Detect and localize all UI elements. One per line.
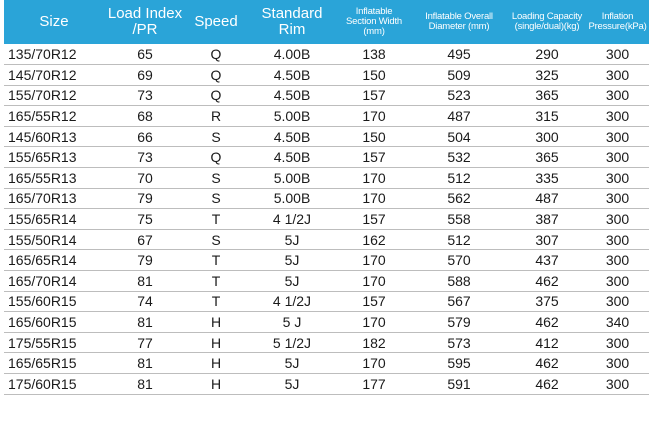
- cell-speed: S: [186, 188, 246, 209]
- cell-diameter: 562: [410, 188, 508, 209]
- cell-pressure: 300: [586, 250, 649, 271]
- cell-rim: 5 J: [246, 312, 338, 333]
- table-row: [4, 147, 649, 168]
- cell-speed: H: [186, 353, 246, 374]
- cell-pressure: 340: [586, 312, 649, 333]
- table-row: [4, 188, 649, 209]
- cell-speed: Q: [186, 65, 246, 86]
- cell-load: 81: [104, 271, 186, 292]
- cell-rim: 4.50B: [246, 85, 338, 106]
- cell-size: 155/60R15: [4, 291, 104, 312]
- cell-width: 157: [338, 85, 410, 106]
- cell-capacity: 375: [508, 291, 586, 312]
- cell-load: 69: [104, 65, 186, 86]
- table-row: [4, 332, 649, 353]
- cell-size: 165/65R15: [4, 353, 104, 374]
- cell-width: 150: [338, 126, 410, 147]
- cell-width: 157: [338, 209, 410, 230]
- cell-width: 157: [338, 291, 410, 312]
- cell-size: 165/70R14: [4, 271, 104, 292]
- cell-diameter: 504: [410, 126, 508, 147]
- table-row: [4, 126, 649, 147]
- cell-capacity: 437: [508, 250, 586, 271]
- cell-load: 70: [104, 168, 186, 189]
- cell-size: 165/70R13: [4, 188, 104, 209]
- cell-diameter: 573: [410, 332, 508, 353]
- cell-width: 138: [338, 44, 410, 65]
- table-row: [4, 85, 649, 106]
- column-header-speed: Speed: [194, 13, 238, 31]
- cell-diameter: 558: [410, 209, 508, 230]
- table-row: [4, 353, 649, 374]
- cell-diameter: 591: [410, 374, 508, 395]
- cell-size: 165/55R13: [4, 168, 104, 189]
- column-header-load: Load Index /PR: [107, 5, 183, 38]
- table-row: [4, 271, 649, 292]
- cell-capacity: 290: [508, 44, 586, 65]
- cell-size: 135/70R12: [4, 44, 104, 65]
- cell-size: 145/60R13: [4, 126, 104, 147]
- cell-diameter: 595: [410, 353, 508, 374]
- table-row: [4, 65, 649, 86]
- cell-capacity: 300: [508, 126, 586, 147]
- column-header-capacity: Loading Capacity (single/dual)(kg): [511, 11, 583, 32]
- cell-pressure: 300: [586, 332, 649, 353]
- cell-speed: S: [186, 229, 246, 250]
- cell-pressure: 300: [586, 291, 649, 312]
- cell-speed: S: [186, 126, 246, 147]
- cell-size: 155/65R14: [4, 209, 104, 230]
- cell-width: 157: [338, 147, 410, 168]
- cell-capacity: 462: [508, 312, 586, 333]
- cell-load: 73: [104, 85, 186, 106]
- tire-spec-table-container: [4, 0, 649, 395]
- cell-pressure: 300: [586, 126, 649, 147]
- table-row: [4, 291, 649, 312]
- cell-rim: 5J: [246, 250, 338, 271]
- cell-width: 170: [338, 188, 410, 209]
- cell-rim: 4.00B: [246, 44, 338, 65]
- cell-width: 177: [338, 374, 410, 395]
- cell-width: 170: [338, 353, 410, 374]
- cell-capacity: 325: [508, 65, 586, 86]
- cell-size: 155/65R13: [4, 147, 104, 168]
- cell-rim: 4 1/2J: [246, 209, 338, 230]
- cell-width: 182: [338, 332, 410, 353]
- cell-capacity: 365: [508, 147, 586, 168]
- table-row: [4, 312, 649, 333]
- cell-speed: T: [186, 271, 246, 292]
- cell-width: 170: [338, 312, 410, 333]
- cell-pressure: 300: [586, 353, 649, 374]
- cell-speed: T: [186, 209, 246, 230]
- cell-size: 155/50R14: [4, 229, 104, 250]
- cell-size: 165/65R14: [4, 250, 104, 271]
- cell-diameter: 487: [410, 106, 508, 127]
- cell-pressure: 300: [586, 85, 649, 106]
- table-body: [4, 44, 649, 394]
- cell-pressure: 300: [586, 374, 649, 395]
- cell-capacity: 335: [508, 168, 586, 189]
- cell-rim: 5.00B: [246, 106, 338, 127]
- cell-capacity: 487: [508, 188, 586, 209]
- cell-diameter: 567: [410, 291, 508, 312]
- table-row: [4, 374, 649, 395]
- cell-speed: Q: [186, 147, 246, 168]
- table-row: [4, 209, 649, 230]
- column-header-pressure: Inflation Pressure(kPa): [588, 11, 647, 32]
- cell-rim: 5J: [246, 271, 338, 292]
- cell-rim: 5 1/2J: [246, 332, 338, 353]
- cell-diameter: 523: [410, 85, 508, 106]
- cell-load: 81: [104, 353, 186, 374]
- cell-load: 75: [104, 209, 186, 230]
- cell-capacity: 315: [508, 106, 586, 127]
- cell-rim: 4.50B: [246, 147, 338, 168]
- cell-diameter: 570: [410, 250, 508, 271]
- cell-size: 175/55R15: [4, 332, 104, 353]
- cell-size: 155/70R12: [4, 85, 104, 106]
- cell-speed: S: [186, 168, 246, 189]
- table-row: [4, 44, 649, 65]
- cell-rim: 5.00B: [246, 188, 338, 209]
- cell-speed: H: [186, 332, 246, 353]
- cell-load: 74: [104, 291, 186, 312]
- cell-diameter: 495: [410, 44, 508, 65]
- cell-rim: 5J: [246, 374, 338, 395]
- cell-load: 65: [104, 44, 186, 65]
- cell-capacity: 387: [508, 209, 586, 230]
- cell-pressure: 300: [586, 188, 649, 209]
- cell-diameter: 579: [410, 312, 508, 333]
- cell-width: 170: [338, 168, 410, 189]
- cell-width: 170: [338, 250, 410, 271]
- cell-size: 175/60R15: [4, 374, 104, 395]
- table-row: [4, 168, 649, 189]
- cell-load: 67: [104, 229, 186, 250]
- cell-pressure: 300: [586, 147, 649, 168]
- cell-width: 162: [338, 229, 410, 250]
- cell-speed: T: [186, 291, 246, 312]
- column-header-rim: Standard Rim: [261, 5, 323, 38]
- cell-speed: Q: [186, 44, 246, 65]
- cell-load: 81: [104, 312, 186, 333]
- column-header-diameter: Inflatable Overall Diameter (mm): [425, 11, 493, 32]
- cell-speed: T: [186, 250, 246, 271]
- cell-pressure: 300: [586, 271, 649, 292]
- cell-pressure: 300: [586, 209, 649, 230]
- cell-rim: 5J: [246, 353, 338, 374]
- cell-pressure: 300: [586, 106, 649, 127]
- cell-rim: 5J: [246, 229, 338, 250]
- cell-pressure: 300: [586, 229, 649, 250]
- cell-capacity: 462: [508, 271, 586, 292]
- cell-load: 68: [104, 106, 186, 127]
- cell-width: 170: [338, 106, 410, 127]
- cell-capacity: 412: [508, 332, 586, 353]
- cell-width: 170: [338, 271, 410, 292]
- cell-diameter: 509: [410, 65, 508, 86]
- cell-pressure: 300: [586, 44, 649, 65]
- table-row: [4, 250, 649, 271]
- cell-load: 73: [104, 147, 186, 168]
- tire-spec-table: [4, 0, 649, 395]
- column-header-size: Size: [39, 13, 69, 31]
- cell-speed: H: [186, 312, 246, 333]
- cell-size: 165/60R15: [4, 312, 104, 333]
- table-row: [4, 229, 649, 250]
- table-header-row: [4, 0, 649, 44]
- cell-rim: 5.00B: [246, 168, 338, 189]
- cell-capacity: 462: [508, 374, 586, 395]
- cell-pressure: 300: [586, 65, 649, 86]
- cell-speed: R: [186, 106, 246, 127]
- cell-load: 81: [104, 374, 186, 395]
- cell-load: 66: [104, 126, 186, 147]
- cell-diameter: 532: [410, 147, 508, 168]
- cell-capacity: 365: [508, 85, 586, 106]
- cell-capacity: 462: [508, 353, 586, 374]
- cell-rim: 4 1/2J: [246, 291, 338, 312]
- cell-diameter: 512: [410, 168, 508, 189]
- cell-load: 79: [104, 250, 186, 271]
- cell-diameter: 588: [410, 271, 508, 292]
- cell-width: 150: [338, 65, 410, 86]
- cell-rim: 4.50B: [246, 126, 338, 147]
- cell-capacity: 307: [508, 229, 586, 250]
- cell-speed: H: [186, 374, 246, 395]
- cell-diameter: 512: [410, 229, 508, 250]
- column-header-width: Inflatable Section Width (mm): [345, 6, 402, 37]
- table-row: [4, 106, 649, 127]
- cell-load: 79: [104, 188, 186, 209]
- cell-size: 145/70R12: [4, 65, 104, 86]
- cell-load: 77: [104, 332, 186, 353]
- cell-size: 165/55R12: [4, 106, 104, 127]
- cell-rim: 4.50B: [246, 65, 338, 86]
- cell-speed: Q: [186, 85, 246, 106]
- cell-pressure: 300: [586, 168, 649, 189]
